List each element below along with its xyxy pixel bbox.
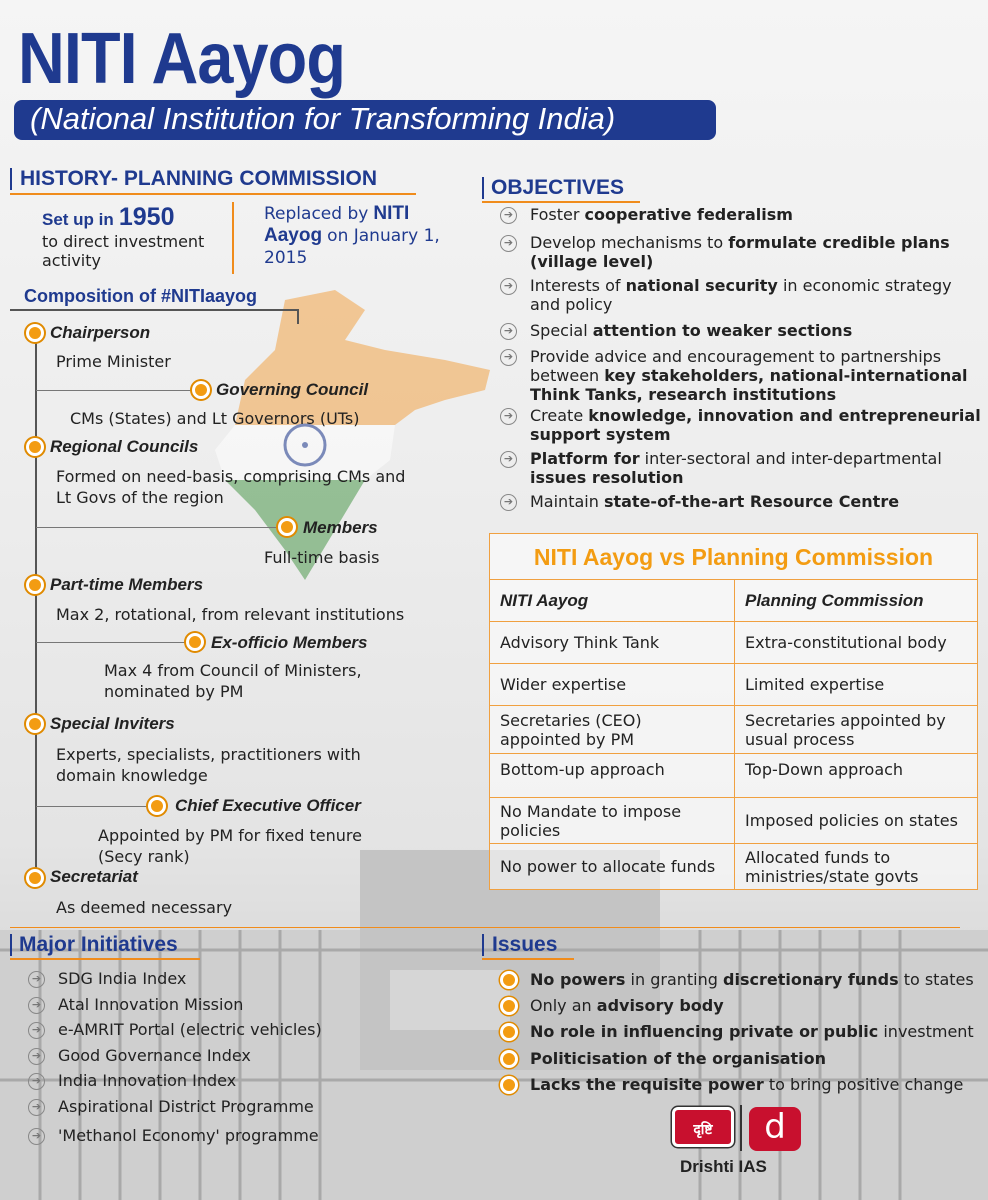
bullet-dot-icon bbox=[500, 1023, 518, 1041]
initiative-item: ➔ Good Governance Index bbox=[28, 1046, 428, 1071]
section-underline bbox=[482, 958, 574, 960]
section-underline bbox=[297, 309, 299, 324]
history-replaced-block bbox=[264, 203, 454, 269]
section-underline bbox=[10, 193, 416, 195]
arrow-circle-icon: ➔ bbox=[28, 1048, 45, 1065]
objective-item: ➔ Interests of national security in economic strategy and policy bbox=[500, 274, 985, 318]
issue-item: Politicisation of the organisation bbox=[500, 1049, 985, 1075]
tree-branch bbox=[36, 806, 148, 807]
bullet-dot-icon bbox=[500, 997, 518, 1015]
comparison-table bbox=[489, 533, 978, 890]
section-marker bbox=[482, 177, 484, 199]
initiative-item: ➔ e-AMRIT Portal (electric vehicles) bbox=[28, 1020, 428, 1046]
arrow-circle-icon: ➔ bbox=[500, 349, 517, 366]
replaced-prefix: Replaced by bbox=[264, 204, 369, 224]
role-regional-councils: Regional Councils bbox=[50, 437, 199, 456]
issue-item: No powers in granting discretionary funds to states bbox=[500, 970, 985, 996]
objective-item: ➔ Platform for inter-sectoral and inter-departmental issues resolution bbox=[500, 448, 985, 492]
objective-item: ➔ Special attention to weaker sections bbox=[500, 318, 985, 344]
objectives-list bbox=[500, 205, 985, 516]
role-chairperson: Chairperson bbox=[50, 323, 151, 342]
tree-node-icon bbox=[26, 576, 44, 594]
cell-niti: Secretaries (CEO) appointed by PM bbox=[490, 706, 735, 753]
objectives-heading: OBJECTIVES bbox=[491, 176, 625, 199]
objective-item: ➔ Develop mechanisms to formulate credible plans (village level) bbox=[500, 229, 985, 274]
initiatives-list bbox=[28, 969, 428, 1152]
column-header-niti: NITI Aayog bbox=[490, 580, 735, 621]
section-underline bbox=[482, 201, 640, 203]
issue-item: Lacks the requisite power to bring positive change bbox=[500, 1075, 985, 1101]
cell-niti: Bottom-up approach bbox=[490, 754, 735, 797]
section-marker bbox=[10, 168, 12, 190]
page-title: NITI Aayog bbox=[18, 19, 346, 99]
history-heading: HISTORY- PLANNING COMMISSION bbox=[20, 167, 378, 190]
arrow-circle-icon: ➔ bbox=[500, 235, 517, 252]
role-members: Members bbox=[303, 518, 378, 537]
arrow-circle-icon: ➔ bbox=[500, 323, 517, 340]
setup-desc: to direct investment activity bbox=[42, 232, 205, 270]
comparison-row bbox=[490, 754, 977, 798]
tree-branch bbox=[36, 642, 186, 643]
role-secretariat: Secretariat bbox=[50, 867, 138, 886]
replaced-name: NITI Aayog bbox=[264, 203, 410, 246]
comparison-row bbox=[490, 622, 977, 664]
section-marker bbox=[10, 934, 12, 956]
cell-niti: No power to allocate funds bbox=[490, 844, 735, 889]
setup-year: 1950 bbox=[118, 203, 175, 231]
tree-node-icon bbox=[192, 381, 210, 399]
tree-node-icon bbox=[278, 518, 296, 536]
initiative-item: ➔ India Innovation Index bbox=[28, 1071, 428, 1097]
arrow-circle-icon: ➔ bbox=[500, 408, 517, 425]
arrow-circle-icon: ➔ bbox=[28, 1128, 45, 1145]
initiative-item: ➔ 'Methanol Economy' programme bbox=[28, 1126, 428, 1152]
section-underline bbox=[10, 958, 200, 960]
history-setup-block bbox=[42, 203, 232, 270]
india-map-background bbox=[215, 290, 495, 590]
composition-heading: Composition of #NITIaayog bbox=[24, 286, 258, 306]
column-header-planning: Planning Commission bbox=[745, 591, 924, 610]
cell-niti: Advisory Think Tank bbox=[490, 622, 735, 663]
bullet-dot-icon bbox=[500, 971, 518, 989]
issue-item: No role in influencing private or public investment bbox=[500, 1022, 985, 1049]
logo-divider bbox=[740, 1105, 742, 1151]
initiative-item: ➔ Atal Innovation Mission bbox=[28, 995, 428, 1020]
comparison-header-row bbox=[490, 580, 977, 622]
comparison-row bbox=[490, 706, 977, 754]
desc-chief-executive-officer: Appointed by PM for fixed tenure (Secy rank) bbox=[98, 826, 362, 866]
issues-heading: Issues bbox=[492, 933, 558, 956]
tree-branch bbox=[36, 390, 192, 391]
objective-item: ➔ Maintain state-of-the-art Resource Centre bbox=[500, 492, 985, 516]
cell-planning: Allocated funds to ministries/state govts bbox=[745, 847, 919, 886]
cell-niti: No Mandate to impose policies bbox=[490, 798, 735, 843]
cell-planning: Limited expertise bbox=[745, 675, 885, 694]
comparison-title: NITI Aayog vs Planning Commission bbox=[490, 534, 977, 580]
role-special-inviters: Special Inviters bbox=[50, 714, 175, 733]
cell-niti: Wider expertise bbox=[490, 664, 735, 705]
arrow-circle-icon: ➔ bbox=[28, 1099, 45, 1116]
desc-ex-officio-members: Max 4 from Council of Ministers, nominated by PM bbox=[104, 661, 362, 701]
page-subtitle: (National Institution for Transforming India) bbox=[30, 101, 616, 136]
role-ex-officio-members: Ex-officio Members bbox=[211, 633, 368, 652]
desc-chairperson: Prime Minister bbox=[56, 352, 171, 371]
initiative-item: ➔ Aspirational District Programme bbox=[28, 1097, 428, 1126]
desc-regional-councils: Formed on need-basis, comprising CMs and Lt Govs of the region bbox=[56, 467, 406, 507]
arrow-circle-icon: ➔ bbox=[28, 1073, 45, 1090]
desc-governing-council: CMs (States) and Lt Governors (UTs) bbox=[70, 409, 360, 428]
tree-branch bbox=[36, 527, 278, 528]
brand-name: Drishti IAS bbox=[680, 1157, 767, 1176]
tree-node-icon bbox=[148, 797, 166, 815]
tree-node-icon bbox=[186, 633, 204, 651]
history-divider bbox=[232, 202, 234, 274]
arrow-circle-icon: ➔ bbox=[500, 207, 517, 224]
arrow-circle-icon: ➔ bbox=[500, 278, 517, 295]
initiative-item: ➔ SDG India Index bbox=[28, 969, 428, 995]
comparison-row bbox=[490, 798, 977, 844]
bullet-dot-icon bbox=[500, 1050, 518, 1068]
drishti-d-logo: d bbox=[749, 1107, 801, 1151]
arrow-circle-icon: ➔ bbox=[500, 494, 517, 511]
arrow-circle-icon: ➔ bbox=[500, 451, 517, 468]
desc-part-time-members: Max 2, rotational, from relevant institutions bbox=[56, 605, 405, 624]
composition-tree-line bbox=[35, 332, 37, 877]
tree-node-icon bbox=[26, 869, 44, 887]
role-chief-executive-officer: Chief Executive Officer bbox=[175, 796, 361, 815]
arrow-circle-icon: ➔ bbox=[28, 971, 45, 988]
replaced-date: on January 1, 2015 bbox=[264, 226, 440, 268]
setup-prefix: Set up in bbox=[42, 210, 114, 229]
role-governing-council: Governing Council bbox=[216, 380, 369, 399]
cell-planning: Secretaries appointed by usual process bbox=[745, 710, 946, 749]
cell-planning: Top-Down approach bbox=[745, 760, 904, 779]
bullet-dot-icon bbox=[500, 1076, 518, 1094]
tree-node-icon bbox=[26, 715, 44, 733]
drishti-hindi-logo: दृष्टि bbox=[672, 1107, 734, 1147]
objective-item: ➔ Create knowledge, innovation and entrepreneurial support system bbox=[500, 406, 985, 448]
cell-planning: Extra-constitutional body bbox=[745, 633, 947, 652]
arrow-circle-icon: ➔ bbox=[28, 997, 45, 1014]
desc-members: Full-time basis bbox=[264, 548, 380, 567]
tree-node-icon bbox=[26, 438, 44, 456]
section-divider bbox=[10, 927, 960, 928]
issues-list bbox=[500, 970, 985, 1101]
arrow-circle-icon: ➔ bbox=[28, 1022, 45, 1039]
desc-special-inviters: Experts, specialists, practitioners with domain knowledge bbox=[56, 745, 361, 785]
issue-item: Only an advisory body bbox=[500, 996, 985, 1022]
objective-item: ➔ Foster cooperative federalism bbox=[500, 205, 985, 229]
tree-node-icon bbox=[26, 324, 44, 342]
initiatives-heading: Major Initiatives bbox=[19, 933, 178, 956]
desc-secretariat: As deemed necessary bbox=[56, 898, 233, 917]
comparison-row bbox=[490, 844, 977, 889]
objective-item: ➔ Provide advice and encouragement to partnerships between key stakeholders, national-international Think Tanks, research institutions bbox=[500, 344, 985, 406]
section-marker bbox=[482, 934, 484, 956]
comparison-row bbox=[490, 664, 977, 706]
cell-planning: Imposed policies on states bbox=[745, 811, 958, 830]
section-underline bbox=[10, 309, 298, 311]
role-part-time-members: Part-time Members bbox=[50, 575, 204, 594]
